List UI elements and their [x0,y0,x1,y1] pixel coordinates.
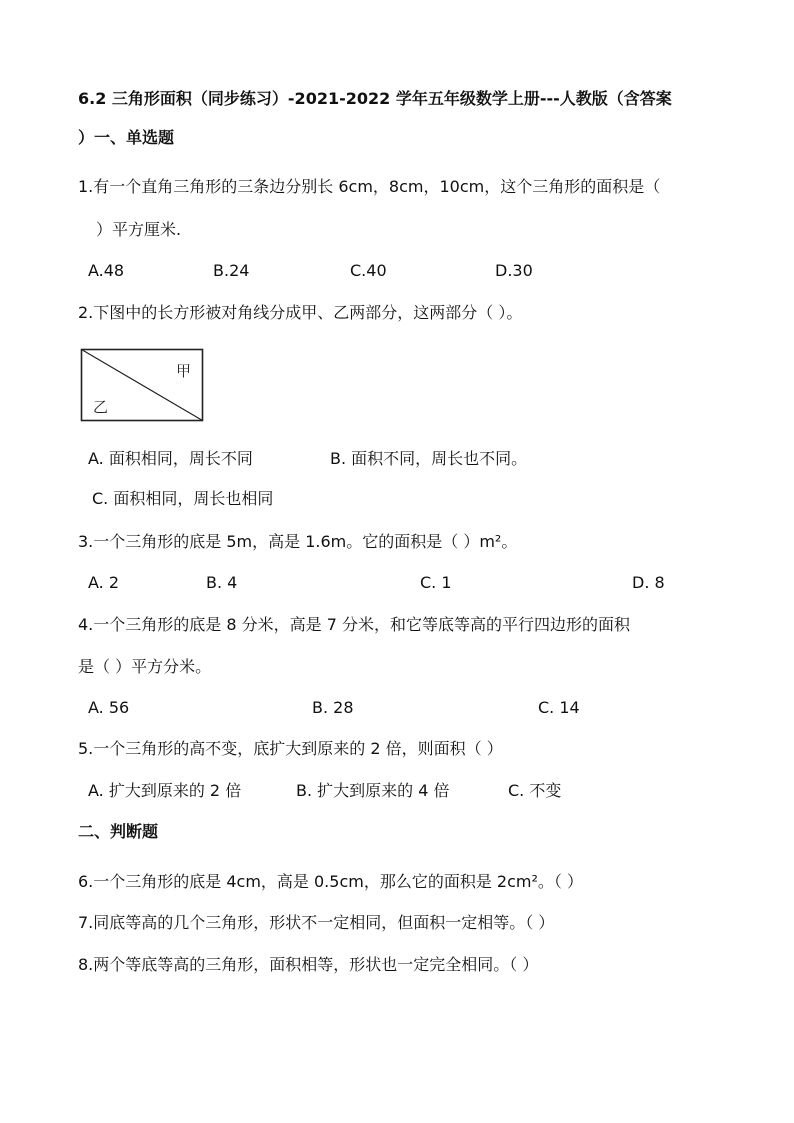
question-7-text: 7.同底等高的几个三角形，形状不一定相同，但面积一定相等。（ ） [78,913,555,932]
figure-label-jia: 甲 [176,362,192,380]
question-4-option-c: C. 14 [538,698,580,717]
question-8-text: 8.两个等底等高的三角形，面积相等，形状也一定完全相同。（ ） [78,955,539,974]
question-3-option-a: A. 2 [88,573,120,592]
question-5-option-c: C. 不变 [508,781,562,800]
question-1-option-b: B.24 [213,261,250,280]
question-6-text: 6.一个三角形的底是 4cm，高是 0.5cm，那么它的面积是 2cm²。（ ） [78,872,583,891]
title-line-1: 6.2 三角形面积（同步练习）-2021-2022 学年五年级数学上册---人教版（含答案 [78,89,672,108]
question-4-option-b: B. 28 [312,698,354,717]
section-2-heading: 二、判断题 [78,822,159,841]
question-5-option-a: A. 扩大到原来的 2 倍 [88,781,242,800]
question-1-option-c: C.40 [350,261,387,280]
question-5-text: 5.一个三角形的高不变，底扩大到原来的 2 倍，则面积（ ） [78,739,503,758]
rectangle-diagonal-figure [80,348,204,422]
figure-label-yi: 乙 [93,398,109,416]
question-2-option-a: A. 面积相同，周长不同 [88,449,253,468]
question-3-text: 3.一个三角形的底是 5m，高是 1.6m。它的面积是（ ）m²。 [78,532,518,551]
question-5-option-b: B. 扩大到原来的 4 倍 [296,781,450,800]
question-1-line-1: 1.有一个直角三角形的三条边分别长 6cm，8cm，10cm，这个三角形的面积是（ [78,177,661,196]
question-2-option-b: B. 面积不同，周长也不同。 [330,449,528,468]
question-2-option-c: C. 面积相同，周长也相同 [92,489,274,508]
question-4-line-2: 是（ ）平方分米。 [78,657,212,676]
question-2-text: 2.下图中的长方形被对角线分成甲、乙两部分，这两部分（ ）。 [78,303,523,322]
question-4-option-a: A. 56 [88,698,130,717]
question-1-option-d: D.30 [495,261,533,280]
question-4-line-1: 4.一个三角形的底是 8 分米，高是 7 分米，和它等底等高的平行四边形的面积 [78,615,630,634]
question-1-line-2: ）平方厘米. [96,220,182,239]
question-3-option-d: D. 8 [632,573,665,592]
question-3-option-b: B. 4 [206,573,238,592]
question-3-option-c: C. 1 [420,573,452,592]
question-1-option-a: A.48 [88,261,125,280]
title-line-2: ）一、单选题 [78,128,175,147]
